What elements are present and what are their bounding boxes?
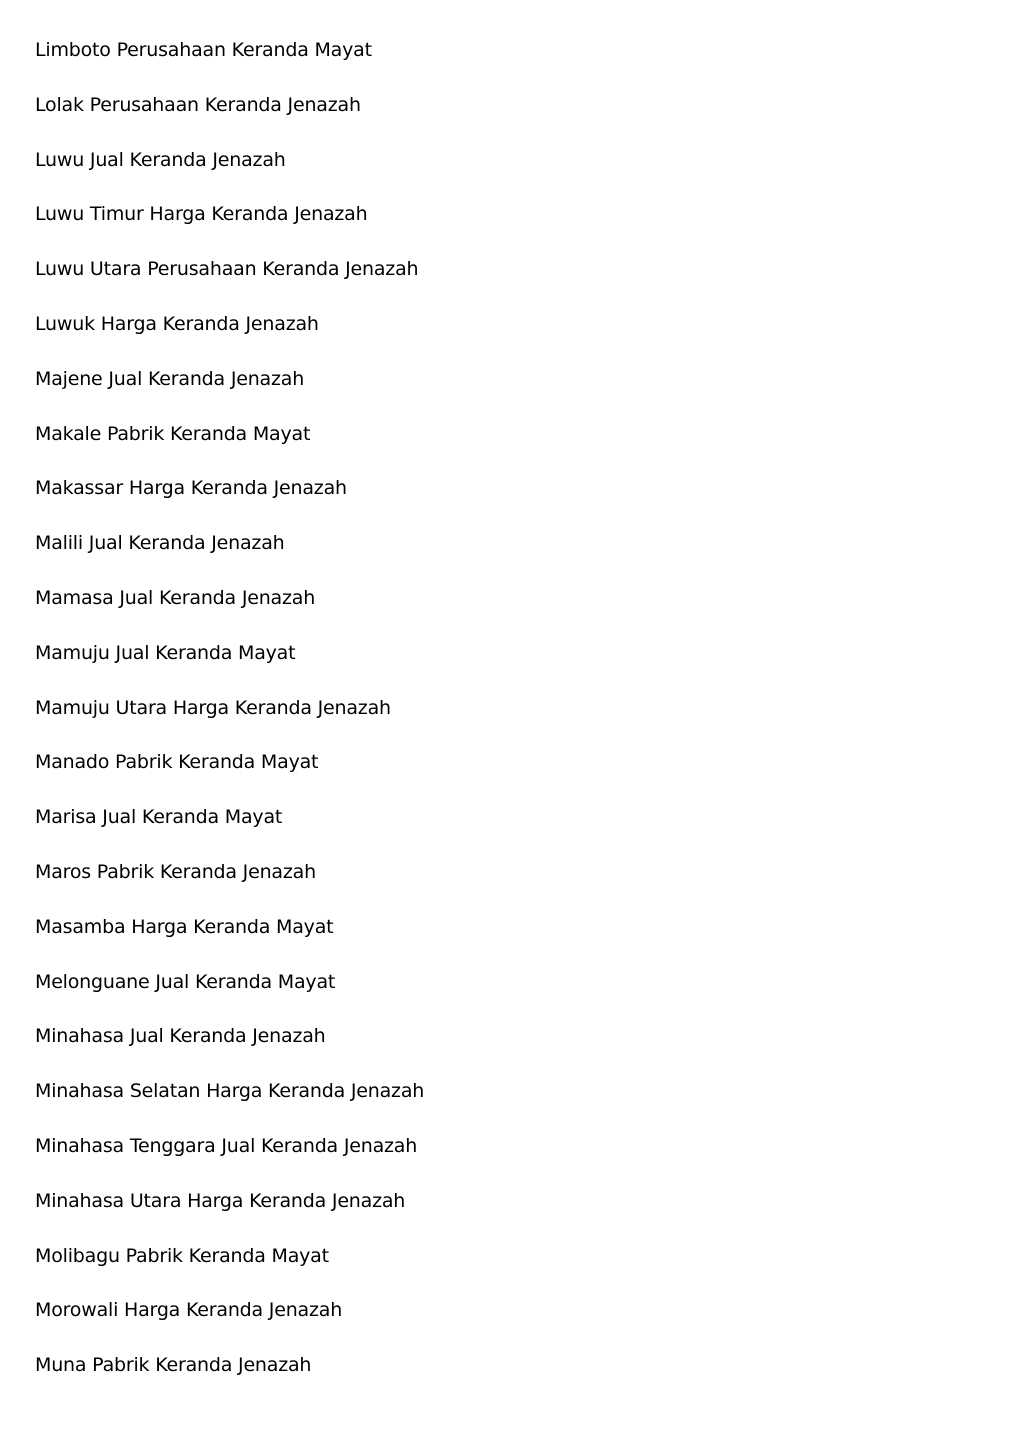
list-item: Minahasa Jual Keranda Jenazah — [35, 1025, 326, 1048]
list-item: Luwu Utara Perusahaan Keranda Jenazah — [35, 258, 419, 281]
list-item: Luwu Timur Harga Keranda Jenazah — [35, 203, 368, 226]
list-item: Masamba Harga Keranda Mayat — [35, 915, 334, 938]
list-item: Maros Pabrik Keranda Jenazah — [35, 860, 316, 883]
list-item: Minahasa Utara Harga Keranda Jenazah — [35, 1189, 406, 1212]
list-item: Mamuju Utara Harga Keranda Jenazah — [35, 696, 391, 719]
list-item: Makale Pabrik Keranda Mayat — [35, 422, 311, 445]
list-item: Molibagu Pabrik Keranda Mayat — [35, 1244, 329, 1267]
list-item: Luwu Jual Keranda Jenazah — [35, 148, 286, 171]
list-item: Limboto Perusahaan Keranda Mayat — [35, 39, 372, 61]
list-item: Morowali Harga Keranda Jenazah — [35, 1299, 343, 1322]
list-item: Mamasa Jual Keranda Jenazah — [35, 586, 316, 609]
list-item: Manado Pabrik Keranda Mayat — [35, 751, 319, 774]
list-item: Melonguane Jual Keranda Mayat — [35, 970, 336, 993]
list-item: Malili Jual Keranda Jenazah — [35, 532, 285, 555]
list-item: Luwuk Harga Keranda Jenazah — [35, 312, 319, 335]
list-item: Mamuju Jual Keranda Mayat — [35, 641, 296, 664]
list-item: Minahasa Tenggara Jual Keranda Jenazah — [35, 1134, 418, 1157]
list-item: Majene Jual Keranda Jenazah — [35, 367, 305, 390]
list-item: Muna Pabrik Keranda Jenazah — [35, 1354, 312, 1377]
list-item: Makassar Harga Keranda Jenazah — [35, 477, 347, 500]
list-item: Marisa Jual Keranda Mayat — [35, 806, 283, 829]
keyword-list — [35, 36, 424, 1406]
list-item: Minahasa Selatan Harga Keranda Jenazah — [35, 1080, 425, 1103]
list-item: Lolak Perusahaan Keranda Jenazah — [35, 93, 361, 116]
